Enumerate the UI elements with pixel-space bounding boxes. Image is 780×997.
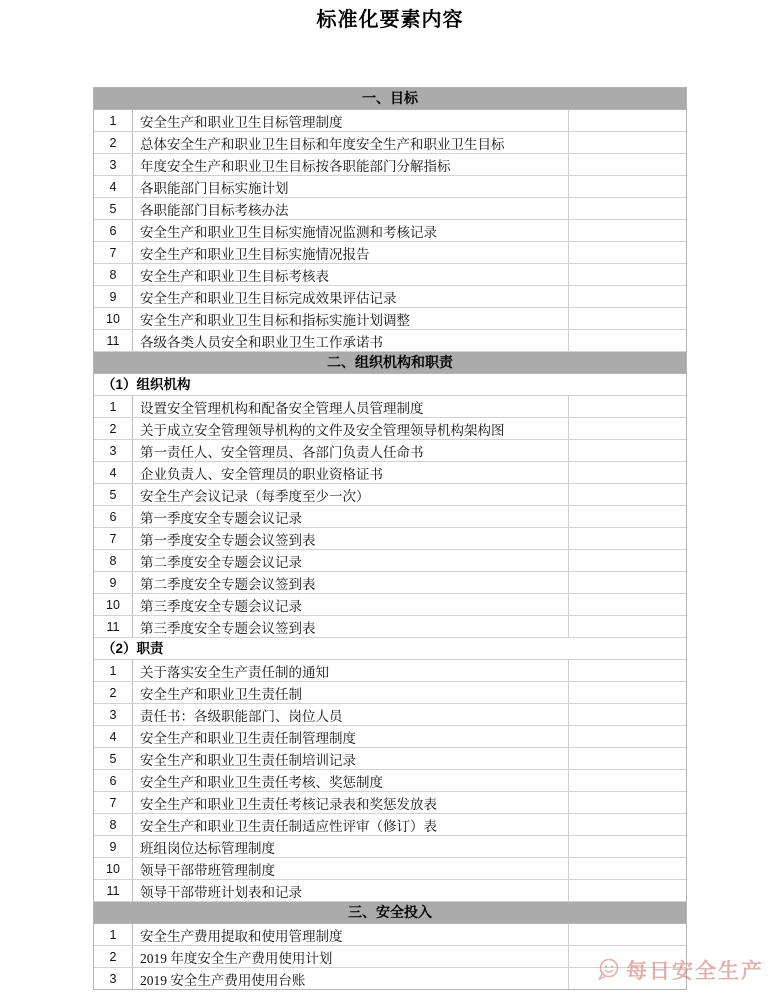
row-note-cell: [569, 440, 686, 461]
row-number-cell: 6: [94, 220, 133, 241]
row-note-cell: [569, 858, 686, 879]
row-item-cell: 关于落实安全生产责任制的通知: [133, 660, 569, 681]
table-row: [94, 440, 686, 462]
row-note-cell: [569, 308, 686, 329]
row-number-cell: 3: [94, 154, 133, 175]
row-number-cell: 5: [94, 484, 133, 505]
row-item-cell: 第一责任人、安全管理员、各部门负责人任命书: [133, 440, 569, 461]
table-row: [94, 308, 686, 330]
row-note-cell: [569, 660, 686, 681]
row-number-cell: 7: [94, 528, 133, 549]
table-row: [94, 330, 686, 352]
row-number-cell: 11: [94, 880, 133, 901]
row-item-cell: 安全生产和职业卫生责任制适应性评审（修订）表: [133, 814, 569, 835]
table-row: [94, 836, 686, 858]
watermark-text: 每日安全生产: [626, 960, 764, 983]
row-number-cell: 11: [94, 616, 133, 637]
document-page: [0, 8, 780, 997]
row-number-cell: 11: [94, 330, 133, 351]
row-number-cell: 10: [94, 308, 133, 329]
row-item-cell: 安全生产费用提取和使用管理制度: [133, 924, 569, 945]
row-number-cell: 3: [94, 968, 133, 989]
row-note-cell: [569, 924, 686, 945]
row-item-cell: 各职能部门目标实施计划: [133, 176, 569, 197]
row-item-cell: 安全生产和职业卫生目标完成效果评估记录: [133, 286, 569, 307]
table-row: [94, 924, 686, 946]
table-row: [94, 242, 686, 264]
row-item-cell: 第三季度安全专题会议签到表: [133, 616, 569, 637]
row-number-cell: 9: [94, 836, 133, 857]
row-number-cell: 3: [94, 704, 133, 725]
table-row: [94, 682, 686, 704]
row-item-cell: 责任书：各级职能部门、岗位人员: [133, 704, 569, 725]
table-row: [94, 154, 686, 176]
row-item-cell: 安全生产会议记录（每季度至少一次）: [133, 484, 569, 505]
table-row: [94, 220, 686, 242]
row-item-cell: 总体安全生产和职业卫生目标和年度安全生产和职业卫生目标: [133, 132, 569, 153]
row-note-cell: [569, 550, 686, 571]
row-item-cell: 安全生产和职业卫生责任考核记录表和奖惩发放表: [133, 792, 569, 813]
row-note-cell: [569, 198, 686, 219]
row-number-cell: 4: [94, 726, 133, 747]
row-number-cell: 2: [94, 946, 133, 967]
row-number-cell: 1: [94, 924, 133, 945]
row-item-cell: 安全生产和职业卫生目标考核表: [133, 264, 569, 285]
row-number-cell: 2: [94, 418, 133, 439]
row-note-cell: [569, 418, 686, 439]
row-note-cell: [569, 154, 686, 175]
table-row: [94, 396, 686, 418]
row-number-cell: 2: [94, 682, 133, 703]
table-row: [94, 528, 686, 550]
row-number-cell: 6: [94, 506, 133, 527]
row-item-cell: 领导干部带班计划表和记录: [133, 880, 569, 901]
row-note-cell: [569, 286, 686, 307]
table-row: [94, 550, 686, 572]
row-item-cell: 年度安全生产和职业卫生目标按各职能部门分解指标: [133, 154, 569, 175]
row-item-cell: 安全生产和职业卫生目标实施情况报告: [133, 242, 569, 263]
row-number-cell: 2: [94, 132, 133, 153]
row-item-cell: 安全生产和职业卫生目标管理制度: [133, 110, 569, 131]
row-number-cell: 8: [94, 550, 133, 571]
row-note-cell: [569, 836, 686, 857]
row-note-cell: [569, 110, 686, 131]
row-number-cell: 7: [94, 242, 133, 263]
row-note-cell: [569, 726, 686, 747]
row-number-cell: 8: [94, 264, 133, 285]
table-row: [94, 968, 686, 989]
row-note-cell: [569, 572, 686, 593]
row-note-cell: [569, 506, 686, 527]
row-number-cell: 4: [94, 176, 133, 197]
table-row: [94, 726, 686, 748]
table-row: [94, 462, 686, 484]
row-item-cell: 安全生产和职业卫生责任制: [133, 682, 569, 703]
checklist-table: [93, 87, 687, 990]
table-row: [94, 506, 686, 528]
row-note-cell: [569, 176, 686, 197]
row-note-cell: [569, 814, 686, 835]
row-item-cell: 2019 安全生产费用使用台账: [133, 968, 569, 989]
table-row: [94, 418, 686, 440]
table-row: [94, 616, 686, 638]
table-row: [94, 858, 686, 880]
row-note-cell: [569, 528, 686, 549]
table-row: [94, 594, 686, 616]
row-note-cell: [569, 880, 686, 901]
row-note-cell: [569, 220, 686, 241]
page-title: 标准化要素内容: [316, 9, 464, 31]
row-item-cell: 设置安全管理机构和配备安全管理人员管理制度: [133, 396, 569, 417]
row-item-cell: 安全生产和职业卫生责任制培训记录: [133, 748, 569, 769]
table-row: [94, 572, 686, 594]
table-row: [94, 264, 686, 286]
row-number-cell: 8: [94, 814, 133, 835]
row-number-cell: 5: [94, 748, 133, 769]
row-item-cell: 各职能部门目标考核办法: [133, 198, 569, 219]
row-item-cell: 班组岗位达标管理制度: [133, 836, 569, 857]
row-note-cell: [569, 462, 686, 483]
row-number-cell: 9: [94, 572, 133, 593]
table-row: [94, 814, 686, 836]
table-row: [94, 176, 686, 198]
table-row: [94, 484, 686, 506]
subsection-header: （1）组织机构: [94, 374, 686, 396]
row-item-cell: 第二季度安全专题会议签到表: [133, 572, 569, 593]
row-item-cell: 安全生产和职业卫生责任制管理制度: [133, 726, 569, 747]
row-item-cell: 领导干部带班管理制度: [133, 858, 569, 879]
row-item-cell: 关于成立安全管理领导机构的文件及安全管理领导机构架构图: [133, 418, 569, 439]
row-note-cell: [569, 946, 686, 967]
row-number-cell: 9: [94, 286, 133, 307]
row-note-cell: [569, 242, 686, 263]
table-row: [94, 792, 686, 814]
row-number-cell: 3: [94, 440, 133, 461]
row-note-cell: [569, 264, 686, 285]
row-note-cell: [569, 330, 686, 351]
table-row: [94, 110, 686, 132]
row-number-cell: 1: [94, 396, 133, 417]
row-number-cell: 1: [94, 110, 133, 131]
row-number-cell: 10: [94, 858, 133, 879]
row-number-cell: 10: [94, 594, 133, 615]
row-item-cell: 安全生产和职业卫生目标和指标实施计划调整: [133, 308, 569, 329]
row-note-cell: [569, 682, 686, 703]
row-item-cell: 各级各类人员安全和职业卫生工作承诺书: [133, 330, 569, 351]
table-row: [94, 132, 686, 154]
row-item-cell: 安全生产和职业卫生责任考核、奖惩制度: [133, 770, 569, 791]
row-note-cell: [569, 132, 686, 153]
row-note-cell: [569, 968, 686, 989]
row-item-cell: 安全生产和职业卫生目标实施情况监测和考核记录: [133, 220, 569, 241]
row-number-cell: 5: [94, 198, 133, 219]
row-item-cell: 第一季度安全专题会议签到表: [133, 528, 569, 549]
row-note-cell: [569, 484, 686, 505]
row-item-cell: 2019 年度安全生产费用使用计划: [133, 946, 569, 967]
table-row: [94, 880, 686, 902]
row-number-cell: 4: [94, 462, 133, 483]
row-item-cell: 第一季度安全专题会议记录: [133, 506, 569, 527]
table-row: [94, 286, 686, 308]
row-note-cell: [569, 396, 686, 417]
table-row: [94, 748, 686, 770]
row-number-cell: 6: [94, 770, 133, 791]
table-row: [94, 198, 686, 220]
row-number-cell: 1: [94, 660, 133, 681]
section-header: 一、目标: [94, 88, 686, 110]
row-note-cell: [569, 594, 686, 615]
row-number-cell: 7: [94, 792, 133, 813]
row-note-cell: [569, 704, 686, 725]
table-row: [94, 704, 686, 726]
row-item-cell: 第二季度安全专题会议记录: [133, 550, 569, 571]
section-header: 三、安全投入: [94, 902, 686, 924]
subsection-header: （2）职责: [94, 638, 686, 660]
row-item-cell: 第三季度安全专题会议记录: [133, 594, 569, 615]
row-note-cell: [569, 616, 686, 637]
row-note-cell: [569, 770, 686, 791]
section-header: 二、组织机构和职责: [94, 352, 686, 374]
table-row: [94, 660, 686, 682]
table-row: [94, 946, 686, 968]
table-row: [94, 770, 686, 792]
row-note-cell: [569, 748, 686, 769]
row-item-cell: 企业负责人、安全管理员的职业资格证书: [133, 462, 569, 483]
row-note-cell: [569, 792, 686, 813]
